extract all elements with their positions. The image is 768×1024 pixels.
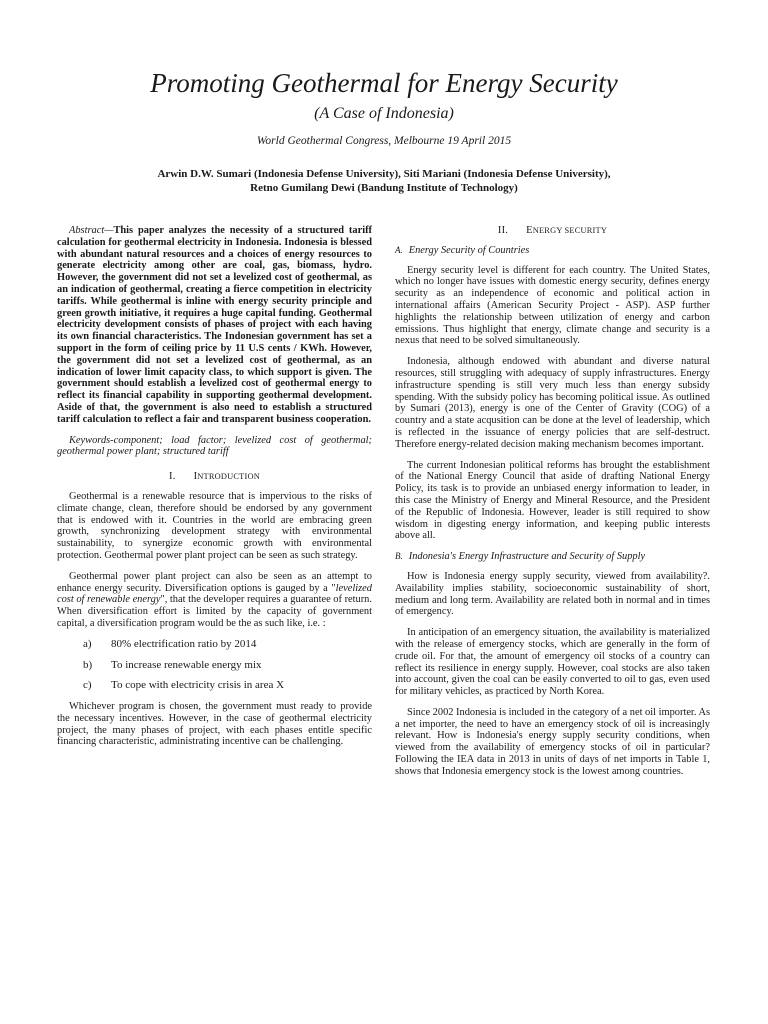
- list-marker: c): [83, 679, 92, 692]
- authors-line-2: Retno Gumilang Dewi (Bandung Institute of Technology): [250, 182, 518, 194]
- section-heading-introduction: [57, 471, 372, 483]
- right-column: [395, 225, 710, 787]
- subsection-letter: B.: [395, 551, 403, 562]
- intro-paragraph-3: Whichever program is chosen, the government must ready to provide the necessary incentives. However, in the case of geothermal electricity project, the many phases of project, with each phases entitle specific financing characteristic, administrating incentive can be challenging.: [57, 701, 372, 748]
- subsection-letter: A.: [395, 244, 403, 255]
- abstract: [57, 225, 372, 426]
- keywords: Keywords-component; load factor; levelized cost of geothermal; geothermal power plant; structured tariff: [57, 434, 372, 458]
- intro-paragraph-1: Geothermal is a renewable resource that is impervious to the risks of climate change, clean, therefore should be endorsed by any government that is endowed with it. Countries in the world are embracing green growth, synchronizing development strategy with environmental sustainability, to synergize economic growth with environmental protection. Geothermal power plant project can be seen as such strategy.: [57, 490, 372, 561]
- energy-security-paragraph-2: Indonesia, although endowed with abundant and diverse natural resources, still struggling with adequacy of supply infrastructures. Energy infrastructure spending is still very much less than energy subsidy spending. With the subsidy policy has becoming political issue. As outlined by Sumari (2013), energy is one of the Center of Gravity (COG) of a country and a state acqusition can be done at the level of leadership, which is reflected in the issuance of energy policies that are self-destruct. Therefore energy-related decision making mechanism becomes important.: [395, 356, 710, 450]
- intro-p2-end: ", that the developer requires a guarantee of return. When diversification effort is limited by the capacity of government capital, a diversification program would be the as such like, i.e. :: [57, 594, 372, 629]
- abstract-text: This paper analyzes the necessity of a structured tariff calculation for geothermal electricity in Indonesia. Indonesia is blessed with abundant natural resources and a choices of energy resources to generate electricity among other are coal, gas, biomass, hydro. However, the government did not set a levelized cost of geothermal, as an indication of geothermal, creating a fierce competition in electricity tariffs. While geothermal is inline with energy security principle and green growth initiative, it requires a huge capital funding. Geothermal electricity development consists of phases of project with each having its own financial characteristics. The Indonesian government has set a support in the form of ceiling price by 11 U.S cents / KWh. However, the government did not set a levelized cost of geothermal, as an indication of lower limit capacity class, to which support is given. The government should establish a levelized cost of geothermal energy to reflect its financial capability in supporting geothermal development. Aside of that, the government is also need to establish a structured tariff calculation to reflect a fair and transparent business cooperation.: [57, 225, 372, 425]
- list-marker: b): [83, 658, 93, 671]
- supply-paragraph-1: How is Indonesia energy supply security, viewed from availability?. Availability implies stability, socioeconomic sustainability of short, medium and long term. Availability are related both in normal and in times of emergency.: [395, 570, 710, 618]
- section-first-letter: E: [526, 225, 533, 236]
- section-number: II.: [497, 225, 509, 236]
- abstract-lead: Abstract—: [69, 225, 114, 236]
- diversification-list: [57, 639, 372, 692]
- authors-line-1: Arwin D.W. Sumari (Indonesia Defense University), Siti Mariani (Indonesia Defense University),: [157, 168, 611, 180]
- intro-p2-start: Geothermal power plant project can also be seen as an attempt to enhance energy security. Diversification options is gauged by a ": [57, 570, 372, 594]
- intro-p2-emphasis: levelized cost of renewable energy: [57, 582, 372, 606]
- list-text: To cope with electricity crisis in area X: [111, 679, 285, 692]
- list-item: [83, 660, 372, 672]
- list-text: To increase renewable energy mix: [111, 658, 262, 671]
- author-block: [100, 167, 668, 195]
- intro-paragraph-2: [57, 571, 372, 630]
- conference-line: World Geothermal Congress, Melbourne 19 April 2015: [256, 135, 512, 147]
- energy-security-paragraph-3: The current Indonesian political reforms has brought the establishment of the National Energy Council that aside of drafting National Energy Policy, its task is to provide an unbiased energy information to leader, in this case the Ministry of Energy and Mineral Resource, and the President of the Republic of Indonesia. However, leader is still required to show wisdom in digesting energy information, and keeping public interests above all.: [395, 459, 710, 542]
- list-marker: a): [83, 637, 92, 650]
- subsection-title: Energy Security of Countries: [408, 244, 530, 256]
- section-title-rest: NERGY SECURITY: [532, 226, 608, 235]
- supply-paragraph-2: In anticipation of an emergency situation, the availability is materialized with the release of emergency stocks, which are generally in the form of crude oil. For that, the amount of emergency oil stocks of a country can reflect its resilience in energy supply. However, coal stocks are also taken into account, given the coal can be easily converted to oil to gas, even used for military vehicles, as practiced by North Korea.: [395, 627, 710, 698]
- subsection-heading-b: [395, 551, 710, 563]
- paper-subtitle: (A Case of Indonesia): [314, 105, 454, 122]
- list-text: 80% electrification ratio by 2014: [111, 637, 257, 650]
- list-item: [83, 680, 372, 692]
- paper-title: Promoting Geothermal for Energy Security: [150, 68, 618, 98]
- subsection-heading-a: [395, 245, 710, 257]
- section-first-letter: I: [193, 471, 198, 483]
- left-column: [57, 225, 372, 757]
- list-item: [83, 639, 372, 651]
- section-number: I.: [169, 471, 176, 483]
- subsection-title: Indonesia's Energy Infrastructure and Security of Supply: [408, 551, 646, 563]
- section-title-rest: NTRODUCTION: [197, 472, 260, 482]
- section-heading-energy-security: [395, 225, 710, 237]
- energy-security-paragraph-1: Energy security level is different for each country. The United States, which no longer have issues with domestic energy security, defines energy security as an independence of economic and political action in international affairs (American Security Project - ASP). ASP further highlights the relationship between utilization of energy and carbon emissions. Thus highlight that energy, climate change and security is a nexus that need to be solved simultaneously.: [395, 264, 710, 347]
- supply-paragraph-3: Since 2002 Indonesia is included in the category of a net oil importer. As a net importer, the need to have an emergency stock of oil is increasingly relevant. How is Indonesia's energy supply security conditions, when viewed from the availability of emergency stocks of oil in particular? Following the IEA data in 2013 in units of days of net imports in Table 1, shows that Indonesia emergency stock is the lowest among countries.: [395, 706, 710, 777]
